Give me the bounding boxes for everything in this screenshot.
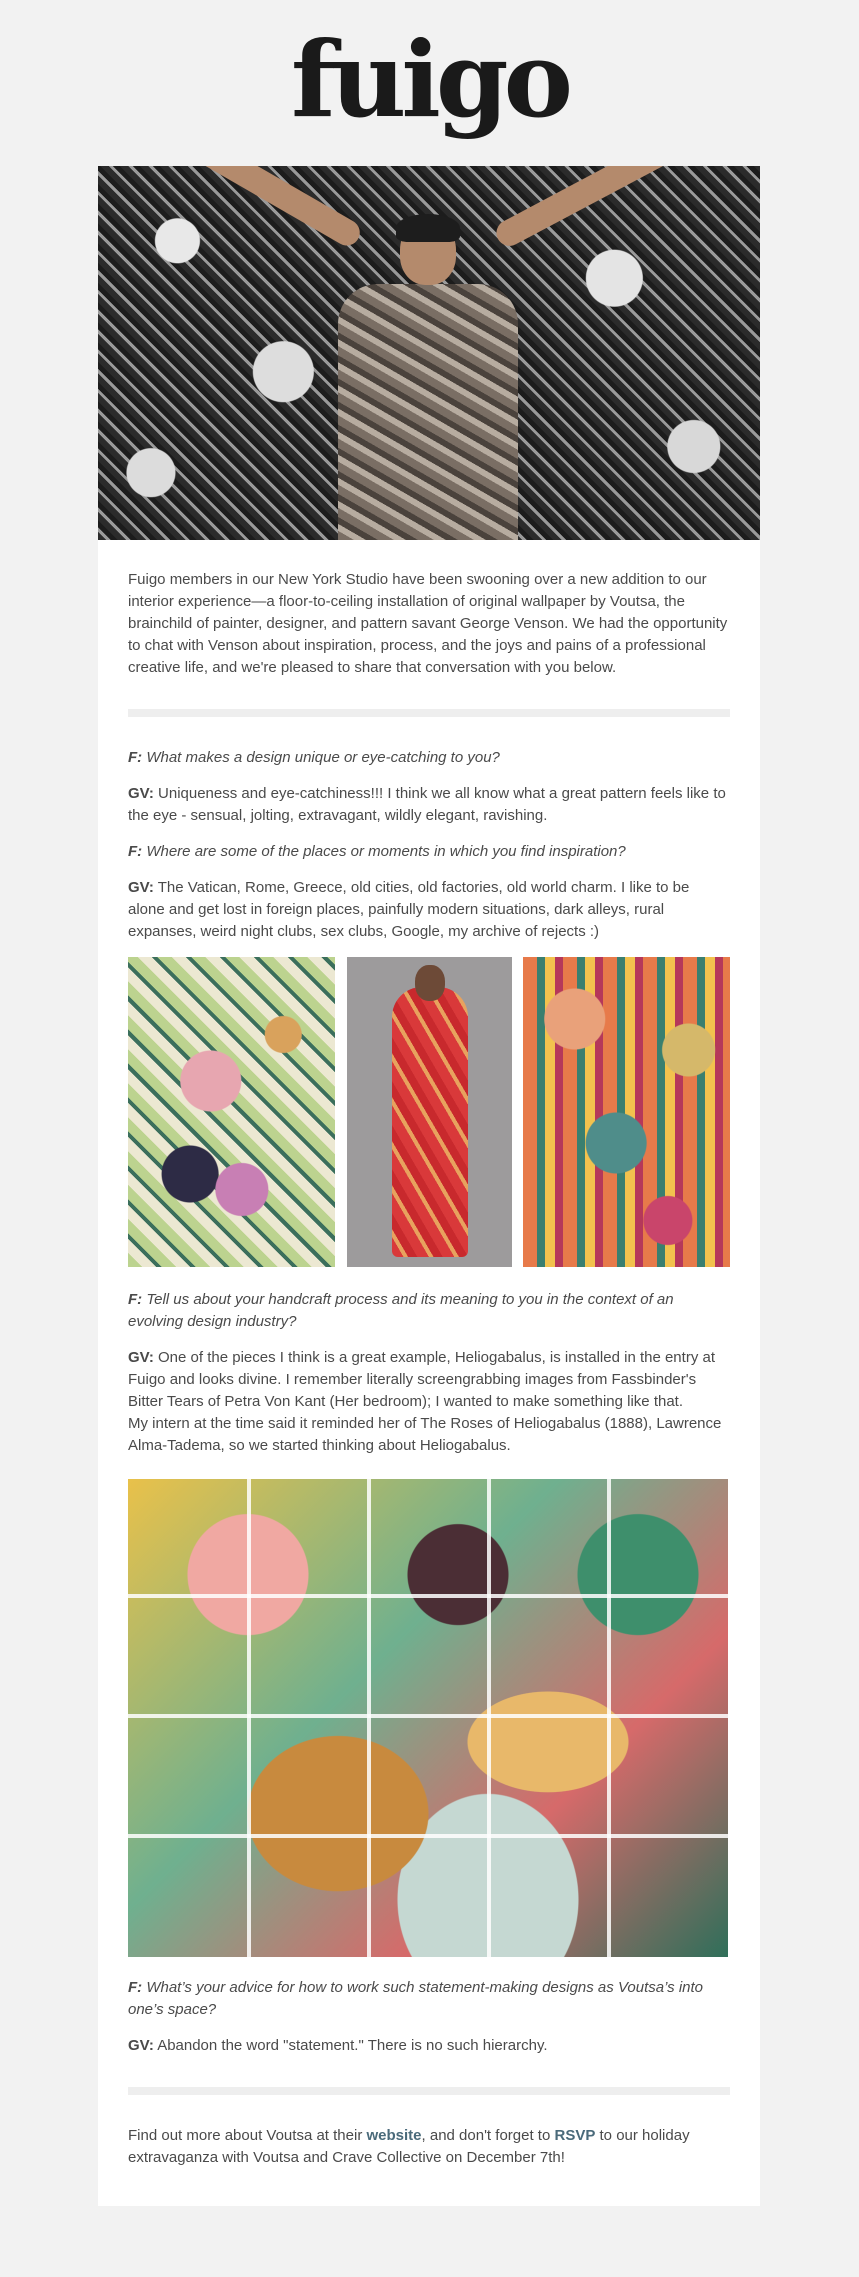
answer-prefix: GV: [128, 879, 154, 896]
question-text: Where are some of the places or moments in which you find inspiration? [146, 843, 626, 860]
painting-grid-line [367, 1479, 371, 1957]
question-prefix: F: [128, 843, 143, 860]
answer-prefix: GV: [128, 785, 154, 802]
hero-image [98, 166, 760, 540]
intro-paragraph: Fuigo members in our New York Studio have been swooning over a new addition to our interior experience—a floor-to-ceiling installation of original wallpaper by Voutsa, the brainchild of painter, designer, and pattern savant George Venson. We had the opportunity to chat with Venson about inspiration, process, and the joys and pains of a professional creative life, and we're pleased to share that conversation with you below. [128, 571, 728, 676]
answer-text: Uniqueness and eye-catchiness!!! I think we all know what a great pattern feels like to the eye - sensual, jolting, extravagant, wildly elegant, ravishing. [128, 785, 726, 824]
hero-figure-hair [396, 214, 460, 242]
footer-text-2: , and don't forget to [421, 2127, 555, 2144]
answer-1 [128, 783, 730, 827]
section-divider [128, 709, 730, 717]
painting-grid-line [487, 1479, 491, 1957]
footer-text-1: Find out more about Voutsa at their [128, 2127, 367, 2144]
image-gallery [128, 957, 730, 1267]
painting-grid-line [128, 1594, 728, 1598]
question-2 [128, 841, 730, 863]
painting-grid-line [128, 1714, 728, 1718]
rsvp-link[interactable]: RSVP [554, 2127, 596, 2144]
newsletter-card [98, 166, 760, 2206]
hero-figure-arm-left [178, 166, 364, 250]
question-4 [128, 1977, 730, 2021]
gallery-image-wallpaper-room [523, 957, 730, 1267]
question-text: What makes a design unique or eye-catching to you? [146, 749, 500, 766]
model-head [415, 965, 445, 1001]
fuigo-logo[interactable]: fuigo [291, 18, 568, 141]
painting-grid-line [607, 1479, 611, 1957]
answer-text: The Vatican, Rome, Greece, old cities, old factories, old world charm. I like to be alone and get lost in foreign places, painfully modern situations, dark alleys, rural expanses, weird night clubs, sex clubs, Google, my archive of rejects :) [128, 879, 690, 940]
gallery-image-model-portrait [347, 957, 512, 1267]
article-body [98, 569, 760, 2169]
answer-text: One of the pieces I think is a great example, Heliogabalus, is installed in the entry at Fuigo and looks divine. I remember literally screengrabbing images from Fassbinder's Bitter Tears of Petra Von Kant (Her bedroom); I wanted to make something like that. [128, 1349, 715, 1410]
gallery-image-floral-still-life [128, 957, 335, 1267]
answer-3 [128, 1347, 730, 1413]
website-link[interactable]: website [366, 2127, 422, 2144]
hero-figure-arm-right [492, 166, 690, 250]
answer-text: Abandon the word "statement." There is no such hierarchy. [157, 2037, 548, 2054]
section-divider [128, 2087, 730, 2095]
model-figure [392, 987, 468, 1257]
footer-paragraph [128, 2125, 730, 2169]
question-prefix: F: [128, 1979, 143, 1996]
painting-grid-line [247, 1479, 251, 1957]
answer-4 [128, 2035, 730, 2057]
question-text: What’s your advice for how to work such statement-making designs as Voutsa’s into one’s space? [128, 1979, 703, 2018]
answer-prefix: GV: [128, 2037, 154, 2054]
question-text: Tell us about your handcraft process and its meaning to you in the context of an evolving design industry? [128, 1291, 674, 1330]
question-3 [128, 1289, 730, 1333]
question-prefix: F: [128, 1291, 143, 1308]
answer-2 [128, 877, 730, 943]
question-prefix: F: [128, 749, 143, 766]
footer-text-3: to our holiday extravaganza with Voutsa and Crave Collective on December 7th! [128, 2127, 690, 2166]
answer-3-continued: My intern at the time said it reminded her of The Roses of Heliogabalus (1888), Lawrence Alma-Tadema, so we started thinking about Heliogabalus. [128, 1415, 722, 1454]
header [0, 0, 859, 166]
hero-figure-body [338, 284, 518, 540]
painting-grid-line [128, 1834, 728, 1838]
question-1 [128, 747, 730, 769]
heliogabalus-painting-image [128, 1479, 728, 1957]
answer-prefix: GV: [128, 1349, 154, 1366]
